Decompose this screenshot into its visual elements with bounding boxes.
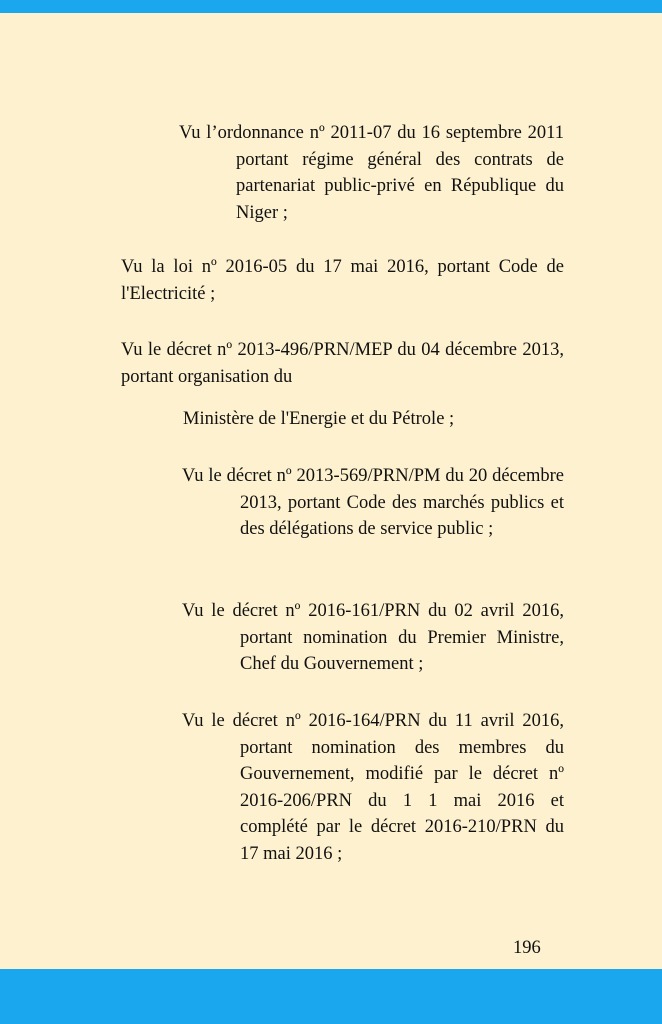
paragraph-ordonnance-2011-07: Vu l’ordonnance nº 2011-07 du 16 septembre 2011 portant régime général des contrats de partenariat public-privé en République du Niger ; bbox=[179, 123, 564, 223]
paragraph-decret-2016-161: Vu le décret nº 2016-161/PRN du 02 avril 2016, portant nomination du Premier Ministre, Chef du Gouvernement ; bbox=[182, 601, 564, 674]
top-color-bar bbox=[0, 0, 662, 13]
page-number: 196 bbox=[513, 938, 541, 958]
paragraph-ministere-energie: Ministère de l'Energie et du Pétrole ; bbox=[183, 409, 455, 429]
paragraph-decret-2013-496: Vu le décret nº 2013-496/PRN/MEP du 04 décembre 2013, portant organisation du bbox=[121, 340, 564, 387]
paragraph-decret-2016-164: Vu le décret nº 2016-164/PRN du 11 avril 2016, portant nomination des membres du Gouvernement, modifié par le décret nº 2016-206/PRN du 1 1 mai 2016 et complété par le décret 2016-210/PRN du 17 mai 2016 ; bbox=[182, 711, 564, 864]
bottom-color-bar bbox=[0, 969, 662, 1024]
paragraph-decret-2013-569: Vu le décret nº 2013-569/PRN/PM du 20 décembre 2013, portant Code des marchés publics et des délégations de service public ; bbox=[182, 466, 564, 539]
paragraph-loi-2016-05: Vu la loi nº 2016-05 du 17 mai 2016, portant Code de l'Electricité ; bbox=[121, 257, 564, 304]
